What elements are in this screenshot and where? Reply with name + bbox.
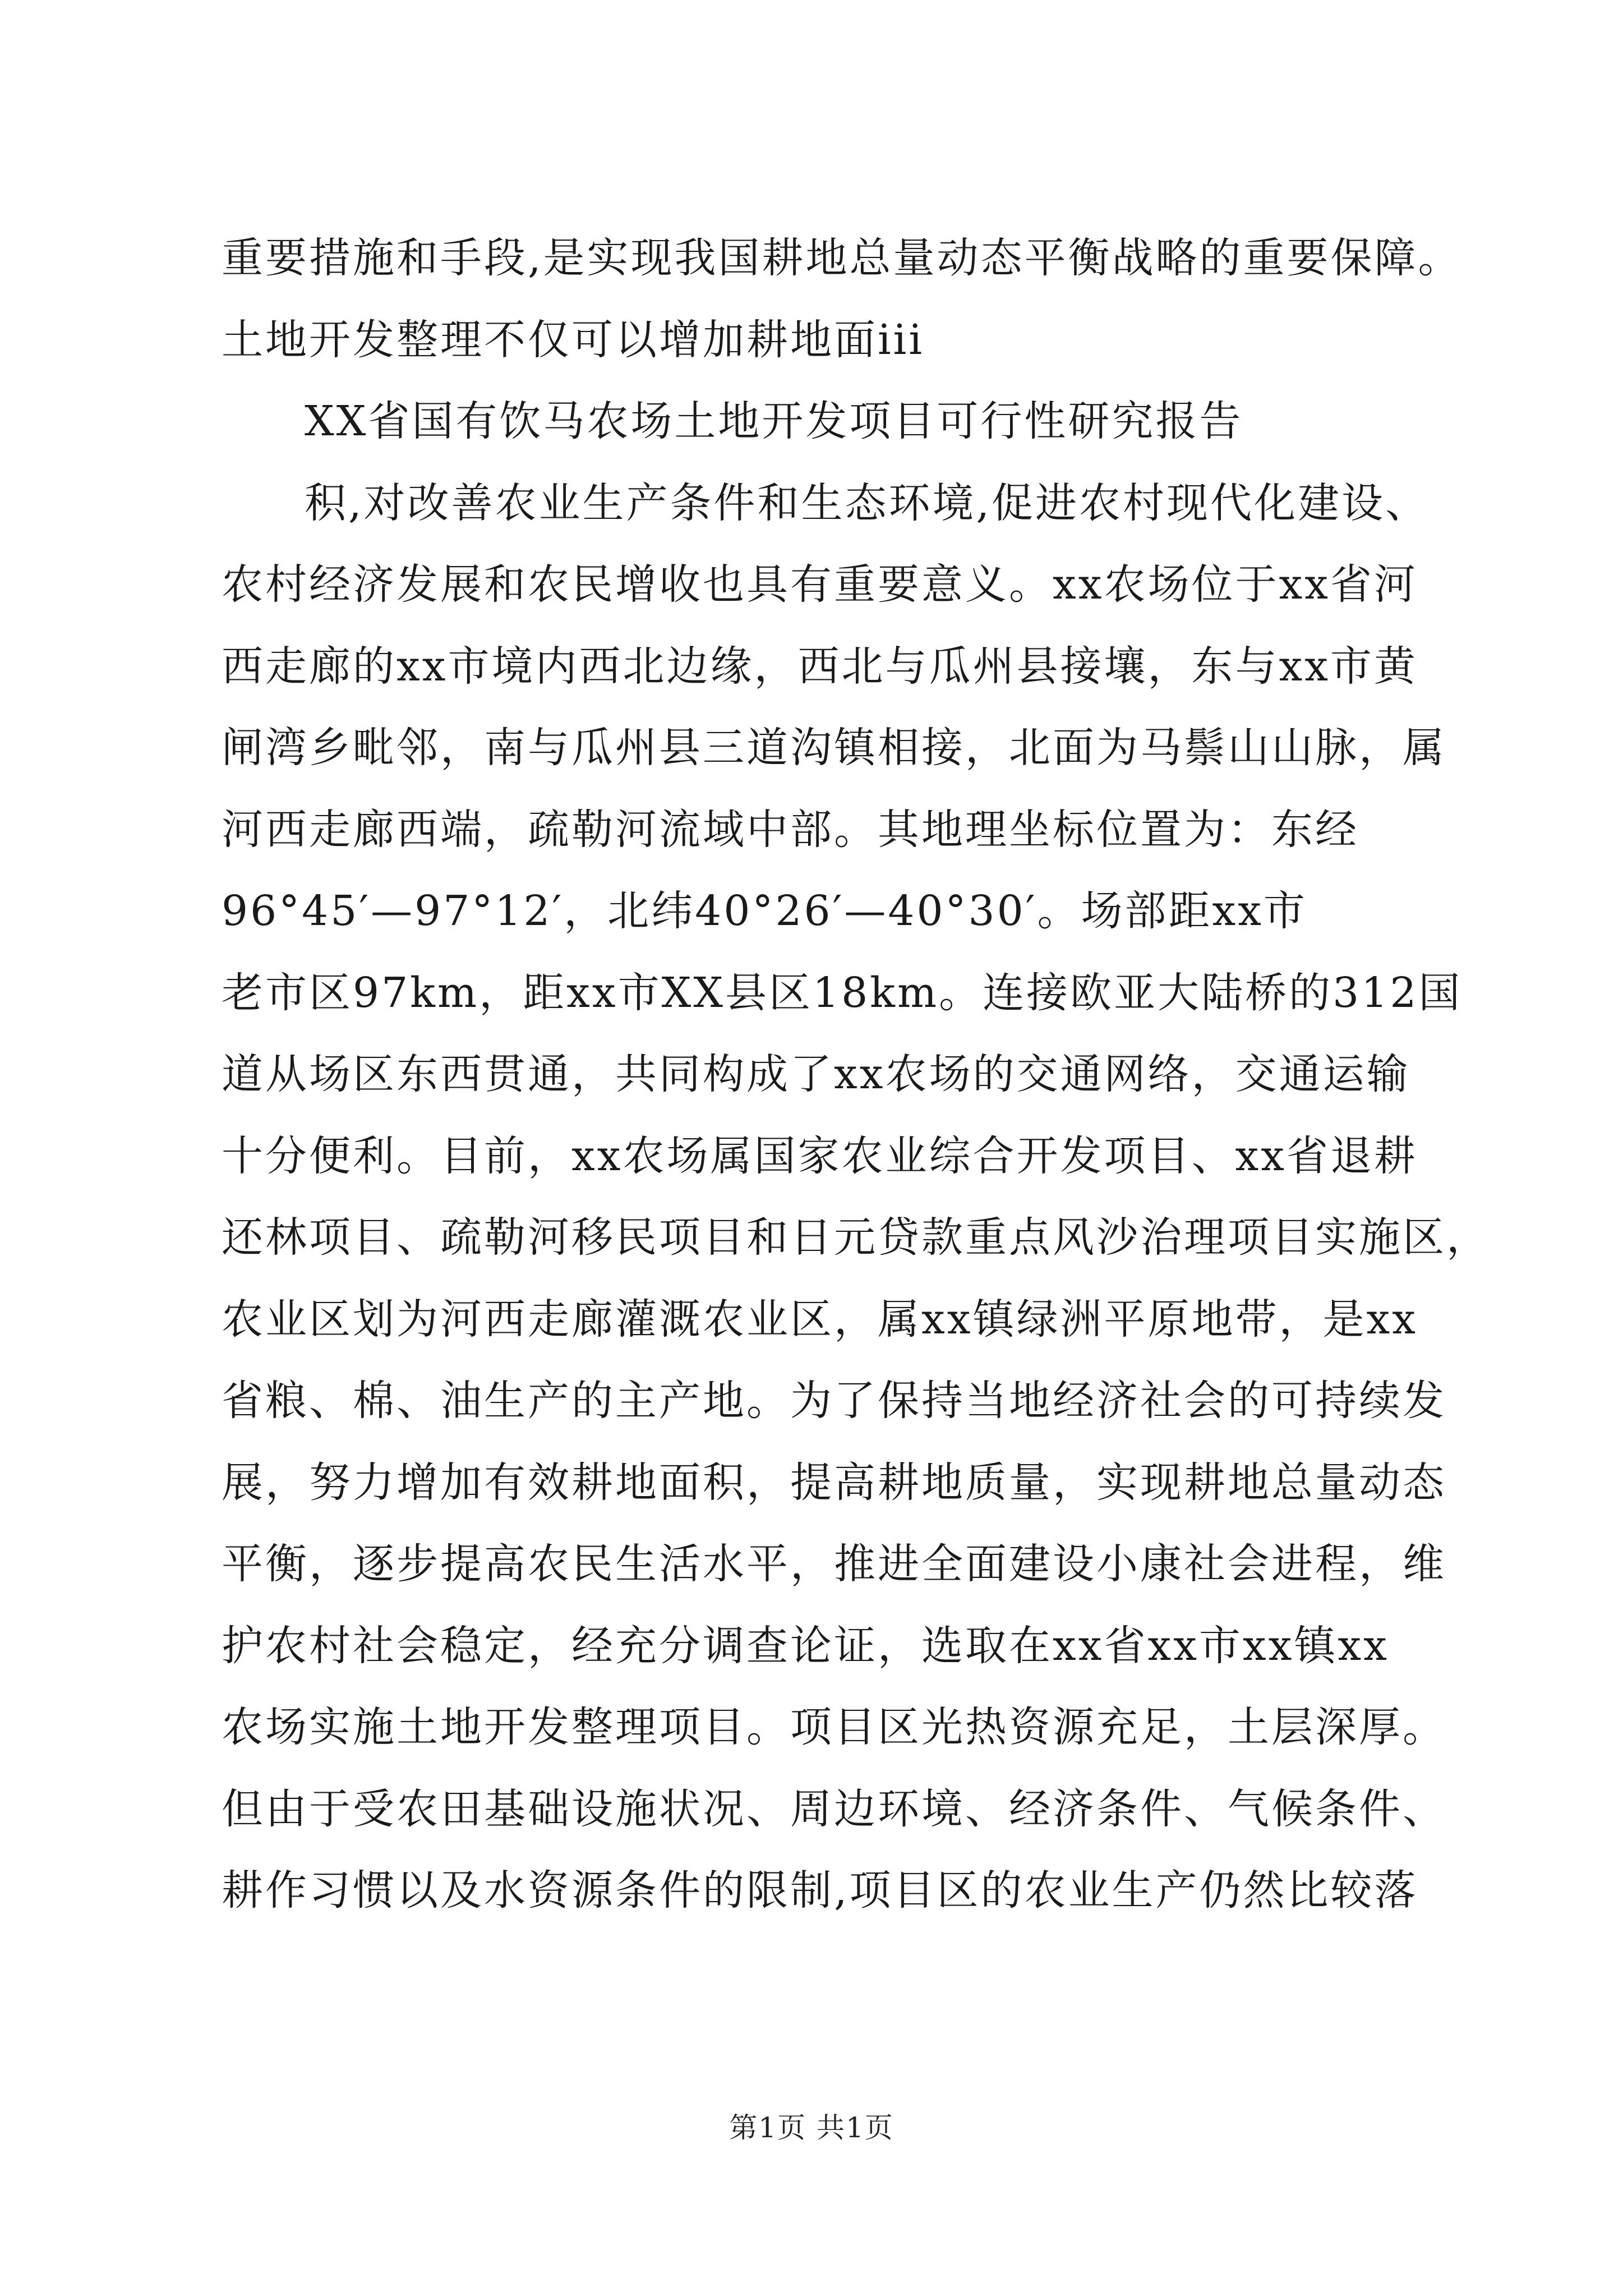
text-line: 平衡，逐步提高农民生活水平，推进全面建设小康社会进程，维 xyxy=(222,1540,1446,1588)
text-line: 展，努力增加有效耕地面积，提高耕地质量，实现耕地总量动态 xyxy=(222,1458,1446,1507)
text-line: 农村经济发展和农民增收也具有重要意义。xx农场位于xx省河 xyxy=(222,560,1418,609)
text-line: 农业区划为河西走廊灌溉农业区，属xx镇绿洲平原地带，是xx xyxy=(222,1295,1418,1343)
document-body xyxy=(222,218,1490,1932)
text-line: 重要措施和手段,是实现我国耕地总量动态平衡战略的重要保障。 xyxy=(222,234,1462,282)
text-line: 96°45′—97°12′，北纬40°26′—40°30′。场部距xx市 xyxy=(222,887,1307,935)
text-line: 农场实施土地开发整理项目。项目区光热资源充足，土层深厚。 xyxy=(222,1703,1446,1751)
text-line: 省粮、棉、油生产的主产地。为了保持当地经济社会的可持续发 xyxy=(222,1377,1446,1425)
text-line: 还林项目、疏勒河移民项目和日元贷款重点风沙治理项目实施区， xyxy=(222,1213,1490,1262)
text-line: 河西走廊西端，疏勒河流域中部。其地理坐标位置为：东经 xyxy=(222,805,1359,854)
text-line: 闸湾乡毗邻，南与瓜州县三道沟镇相接，北面为马鬃山山脉，属 xyxy=(222,724,1446,772)
text-line: 老市区97km，距xx市XX县区18km。连接欧亚大陆桥的312国 xyxy=(222,968,1463,1017)
text-line: 土地开发整理不仅可以增加耕地面iii xyxy=(222,315,924,364)
page-footer: 第1页 共1页 xyxy=(729,2111,894,2144)
text-line: 但由于受农田基础设施状况、周边环境、经济条件、气候条件、 xyxy=(222,1784,1446,1833)
text-line: 耕作习惯以及水资源条件的限制,项目区的农业生产仍然比较落 xyxy=(222,1866,1418,1915)
text-line: 西走廊的xx市境内西北边缘，西北与瓜州县接壤，东与xx市黄 xyxy=(222,642,1418,691)
text-line: 积,对改善农业生产条件和生态环境,促进农村现代化建设、 xyxy=(305,478,1430,527)
text-line: 护农村社会稳定，经充分调查论证，选取在xx省xx市xx镇xx xyxy=(222,1621,1389,1670)
text-line: 道从场区东西贯通，共同构成了xx农场的交通网络，交通运输 xyxy=(222,1050,1410,1098)
document-title: XX省国有饮马农场土地开发项目可行性研究报告 xyxy=(305,397,1243,445)
text-line: 十分便利。目前，xx农场属国家农业综合开发项目、xx省退耕 xyxy=(222,1131,1418,1180)
